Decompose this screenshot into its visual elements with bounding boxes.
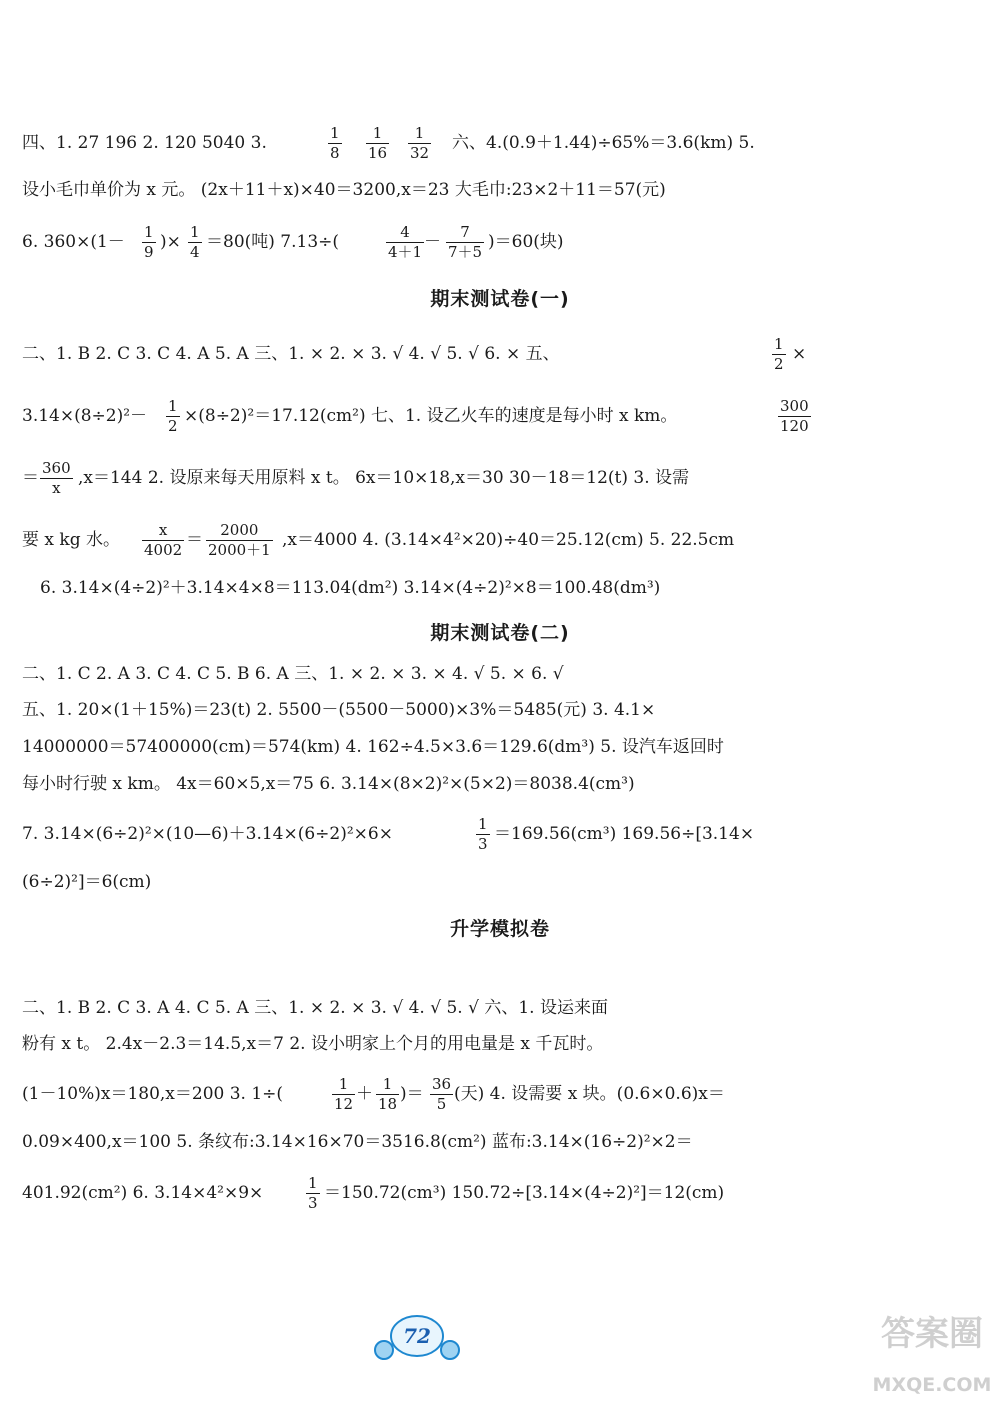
answer-line	[0, 222, 1000, 262]
answer-text: 每小时行驶 x km。 4x＝60×5,x＝75 6. 3.14×(8×2)²×(5×2)＝8038.4(cm³)	[22, 774, 635, 794]
answer-line	[0, 1173, 1000, 1213]
answer-line	[0, 1122, 1000, 1162]
answer-line	[0, 988, 1000, 1028]
fraction: $\frac{300}{120}$	[780, 397, 809, 435]
answer-line	[0, 727, 1000, 767]
answer-line	[0, 1074, 1000, 1114]
answer-text: 3.14×(8÷2)²－	[22, 406, 148, 426]
answer-text: (1－10%)x＝180,x＝200 3. 1÷(	[22, 1084, 284, 1104]
section-title: 期末测试卷(一)	[430, 288, 570, 310]
fraction: $\frac{1}{3}$	[308, 1174, 318, 1212]
answer-line	[0, 458, 1000, 498]
answer-text: ＝150.72(cm³) 150.72÷[3.14×(4÷2)²]＝12(cm)	[324, 1183, 725, 1203]
answer-line	[0, 396, 1000, 436]
section-title: 期末测试卷(二)	[430, 622, 570, 644]
answer-text: )＝	[400, 1084, 424, 1104]
answer-text: 7. 3.14×(6÷2)²×(10—6)＋3.14×(6÷2)²×6×	[22, 824, 393, 844]
bubble-badge-icon	[372, 1312, 462, 1364]
fraction: $\frac{1}{12}$	[334, 1075, 354, 1113]
fraction: $\frac{1}{4}$	[190, 223, 200, 261]
answer-text: (6÷2)²]＝6(cm)	[22, 872, 152, 892]
answer-text: 四、1. 27 196 2. 120 5040 3.	[22, 133, 267, 153]
answer-line	[0, 814, 1000, 854]
answer-text: 二、1. B 2. C 3. A 4. C 5. A 三、1. × 2. × 3. √ 4. √ 5. √ 六、1. 设运来面	[22, 998, 608, 1018]
answer-text: (天) 4. 设需要 x 块。(0.6×0.6)x＝	[454, 1084, 725, 1104]
fraction: $\frac{36}{5}$	[432, 1075, 452, 1113]
answer-text: －	[424, 232, 441, 252]
answer-line	[0, 862, 1000, 902]
page-number: 72	[403, 1324, 431, 1348]
fraction: $\frac{1}{2}$	[774, 335, 784, 373]
fraction: $\frac{7}{7+5}$	[448, 223, 483, 261]
answer-line	[0, 568, 1000, 608]
answer-text: ＝	[22, 468, 39, 488]
fraction: $\frac{1}{3}$	[478, 815, 488, 853]
answer-text: 401.92(cm²) 6. 3.14×4²×9×	[22, 1183, 264, 1203]
answer-text: 14000000＝57400000(cm)＝574(km) 4. 162÷4.5×3.6＝129.6(dm³) 5. 设汽车返回时	[22, 737, 724, 757]
fraction: $\frac{360}{x}$	[42, 459, 71, 497]
answer-text: )×	[160, 232, 181, 252]
fraction: $\frac{2000}{2000+1}$	[208, 521, 271, 559]
answer-text: ,x＝144 2. 设原来每天用原料 x t。 6x＝10×18,x＝30 30－18＝12(t) 3. 设需	[78, 468, 690, 488]
fraction: $\frac{4}{4+1}$	[388, 223, 423, 261]
answer-text: ＝80(吨) 7.13÷(	[206, 232, 340, 252]
answer-line	[0, 170, 1000, 210]
watermark-logo-icon	[865, 1295, 1000, 1403]
answer-text: ×	[792, 344, 807, 364]
answer-text: 设小毛巾单价为 x 元。 (2x＋11＋x)×40＝3200,x＝23 大毛巾:23×2＋11＝57(元)	[22, 180, 666, 200]
answer-text: 6. 3.14×(4÷2)²＋3.14×4×8＝113.04(dm²) 3.14×(4÷2)²×8＝100.48(dm³)	[40, 578, 661, 598]
answer-text: 二、1. B 2. C 3. C 4. A 5. A 三、1. × 2. × 3. √ 4. √ 5. √ 6. × 五、	[22, 344, 560, 364]
answer-line	[0, 764, 1000, 804]
svg-text:MXQE.COM: MXQE.COM	[872, 1374, 992, 1396]
answer-line	[0, 1024, 1000, 1064]
answer-text: ＝169.56(cm³) 169.56÷[3.14×	[494, 824, 755, 844]
fraction: $\frac{1}{8}$	[330, 124, 340, 162]
svg-text:答案圈: 答案圈	[881, 1314, 983, 1354]
answer-line	[0, 690, 1000, 730]
answer-text: 六、4.(0.9＋1.44)÷65%＝3.6(km) 5.	[452, 133, 755, 153]
page-number-badge	[372, 1312, 462, 1364]
fraction: $\frac{x}{4002}$	[144, 521, 183, 559]
answer-text: 0.09×400,x＝100 5. 条纹布:3.14×16×70＝3516.8(cm²) 蓝布:3.14×(16÷2)²×2＝	[22, 1132, 693, 1152]
fraction: $\frac{1}{16}$	[368, 124, 388, 162]
fraction: $\frac{1}{18}$	[378, 1075, 398, 1113]
answer-text: ＋	[356, 1084, 373, 1104]
answer-text: 五、1. 20×(1＋15%)＝23(t) 2. 5500－(5500－5000)×3%＝5485(元) 3. 4.1×	[22, 700, 656, 720]
answer-text: ＝	[186, 530, 203, 550]
fraction: $\frac{1}{2}$	[168, 397, 178, 435]
section-title: 升学模拟卷	[449, 918, 550, 940]
answer-line	[0, 334, 1000, 374]
answer-text: 二、1. C 2. A 3. C 4. C 5. B 6. A 三、1. × 2. × 3. × 4. √ 5. × 6. √	[22, 664, 564, 684]
answer-line	[0, 654, 1000, 694]
fraction: $\frac{1}{32}$	[410, 124, 430, 162]
answer-text: 要 x kg 水。	[22, 530, 120, 550]
fraction: $\frac{1}{9}$	[144, 223, 154, 261]
watermark	[865, 1295, 1000, 1403]
answer-text: 粉有 x t。 2.4x－2.3＝14.5,x＝7 2. 设小明家上个月的用电量是 x 千瓦时。	[22, 1034, 604, 1054]
answer-line	[0, 123, 1000, 163]
answer-text: ,x＝4000 4. (3.14×4²×20)÷40＝25.12(cm) 5. 22.5cm	[282, 530, 735, 550]
answer-text: ×(8÷2)²＝17.12(cm²) 七、1. 设乙火车的速度是每小时 x km。	[184, 406, 678, 426]
answer-text: )＝60(块)	[488, 232, 564, 252]
answer-line	[0, 520, 1000, 560]
answer-text: 6. 360×(1－	[22, 232, 125, 252]
